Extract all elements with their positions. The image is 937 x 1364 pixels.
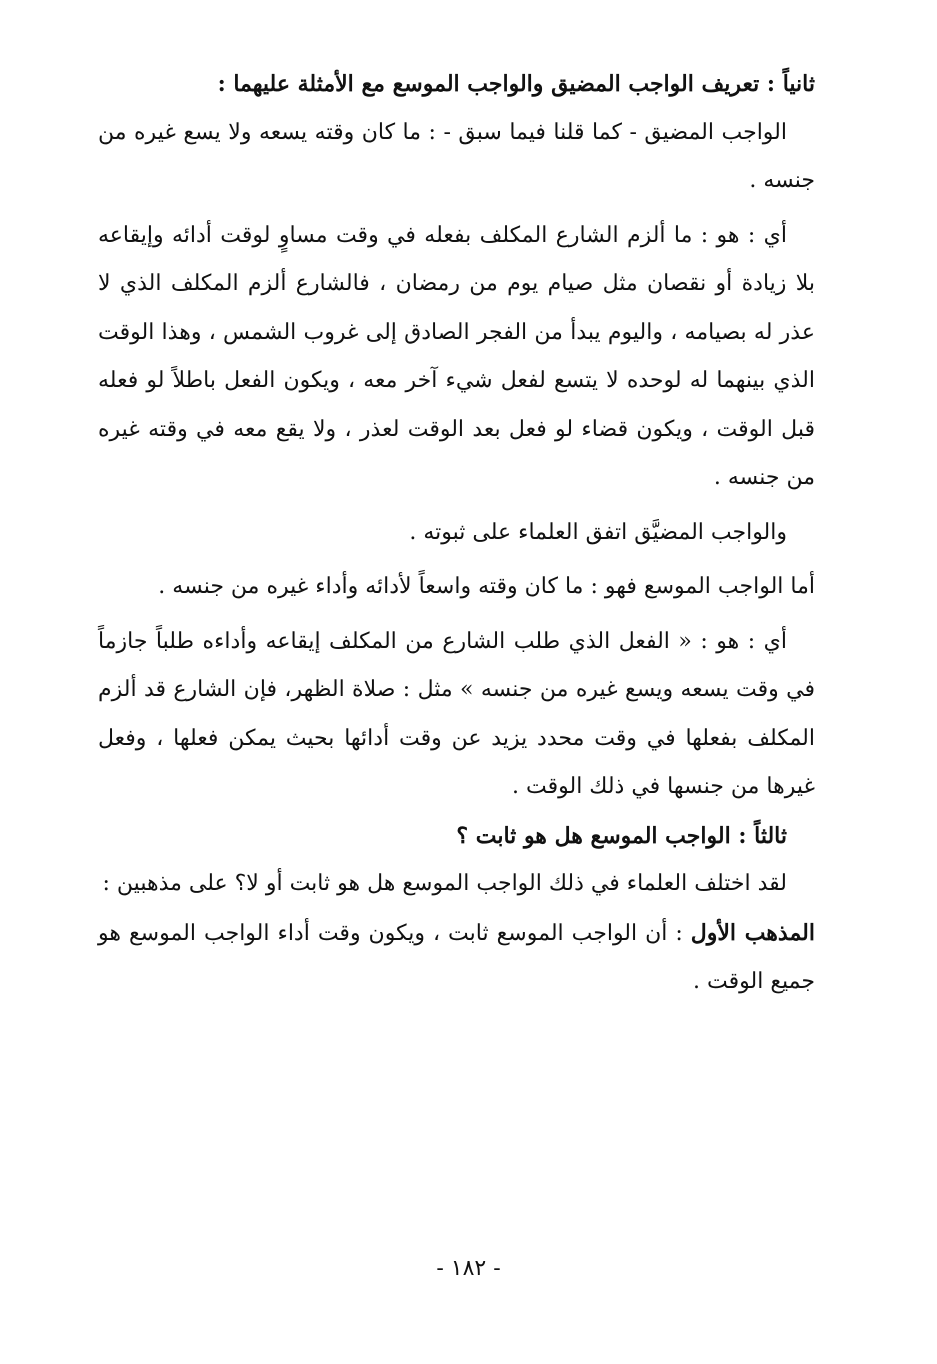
first-school-text: : أن الواجب الموسع ثابت ، ويكون وقت أداء الواجب الموسع هو جميع الوقت . [98, 920, 815, 994]
paragraph-narrow-duty-definition: الواجب المضيق - كما قلنا فيما سبق - : ما كان وقته يسعه ولا يسع غيره من جنسه . [98, 119, 815, 193]
paragraph-narrow-duty-consensus: والواجب المضيَّق اتفق العلماء على ثبوته . [409, 519, 787, 545]
page-number: - ١٨٢ - [436, 1256, 501, 1281]
page-body [98, 60, 815, 1007]
paragraph-scholars-disagreement: لقد اختلف العلماء في ذلك الواجب الموسع هل هو ثابت أو لا؟ على مذهبين : [102, 871, 787, 896]
paragraph-extended-duty-explanation: أي : هو : « الفعل الذي طلب الشارع من المكلف إيقاعه وأداءه طلباً جازماً في وقت يسعه ويسع غيره من جنسه » مثل : صلاة الظهر، فإن الشارع قد ألزم المكلف بفعلها في وقت محدد يزيد عن وقت أدائها بحيث يمكن فعلها ، وفعل غيرها من جنسها في ذلك الوقت . [98, 628, 815, 799]
section-heading-definitions: ثانياً : تعريف الواجب المضيق والواجب الموسع مع الأمثلة عليهما : [217, 71, 815, 97]
section-heading-extended-duty-question: ثالثاً : الواجب الموسع هل هو ثابت ؟ [456, 822, 787, 849]
paragraph-narrow-duty-explanation: أي : هو : ما ألزم الشارع المكلف بفعله في وقت مساوٍ لوقت أدائه وإيقاعه بلا زيادة أو نقصان مثل صيام يوم من رمضان ، فالشارع ألزم المكلف الذي لا عذر له بصيامه ، واليوم يبدأ من الفجر الصادق إلى غروب الشمس ، وهذا الوقت الذي بينهما له لوحده لا يتسع لفعل شيء آخر معه ، ويكون الفعل باطلاً لو فعله قبل الوقت ، ويكون قضاء لو فعل بعد الوقت لعذر ، ولا يقع معه في وقته غيره من جنسه . [98, 222, 815, 490]
first-school-term: المذهب الأول [690, 919, 815, 946]
paragraph-extended-duty-definition: أما الواجب الموسع فهو : ما كان وقته واسعاً لأدائه وأداء غيره من جنسه . [158, 574, 815, 599]
paragraph-first-school [98, 909, 815, 1007]
